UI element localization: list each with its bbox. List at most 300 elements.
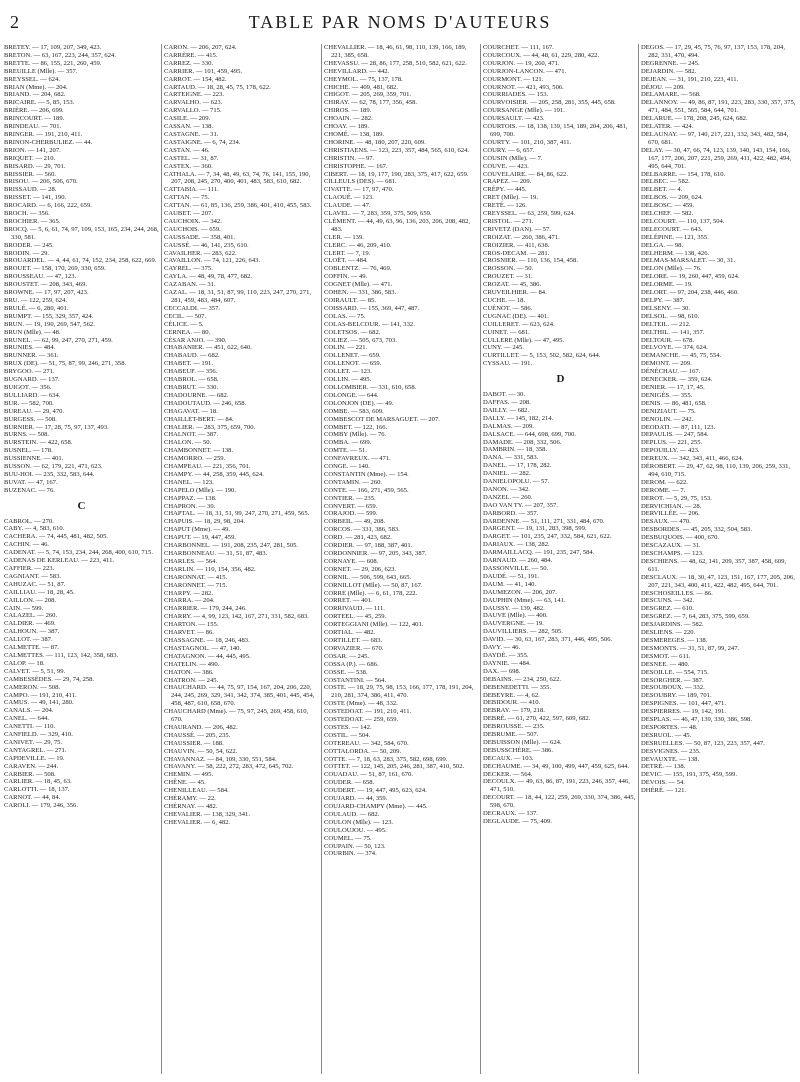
index-entry: CAYREL. — 375. bbox=[164, 265, 213, 273]
index-entry: CHRISTIN. — 97. bbox=[324, 154, 375, 162]
index-entry: COULON (Mlle). — 123. bbox=[324, 818, 394, 826]
index-entry: DAMADE. — 208, 332, 506. bbox=[483, 438, 562, 446]
index-entry: DELANNOY. — 49, 86, 87, 191, 223, 283, 330, 357, 375, 471, 484, 551, 565, 584, 644, 701. bbox=[641, 99, 796, 115]
index-entry: CRETÉ. — 126. bbox=[483, 202, 527, 210]
index-entry: COLAS-BELCOUR. — 141, 332. bbox=[324, 320, 415, 328]
index-entry: CORRE (Mlle). — 6, 61, 178, 222. bbox=[324, 589, 418, 597]
index-entry: CHEVILLARD. — 442. bbox=[324, 67, 390, 75]
index-entry: DESAUX. — 470. bbox=[641, 518, 691, 526]
index-entry: BURSTEIN. — 422, 658. bbox=[4, 439, 73, 447]
index-entry: CARBIER. — 508. bbox=[4, 770, 56, 778]
index-entry: BRIAN (Mme). — 204. bbox=[4, 83, 68, 91]
index-entry: DEBEYRE. — 4, 62. bbox=[483, 691, 540, 699]
index-entry: COURY. — 6, 657. bbox=[483, 146, 535, 154]
index-entry: COUADAU. — 51, 87, 161, 670. bbox=[324, 771, 414, 779]
index-entry: DECOURT. — 18, 44, 122, 259, 269, 330, 374, 386, 445, 598, 670. bbox=[483, 794, 636, 810]
index-entry: BROCH. — 356. bbox=[4, 210, 50, 218]
index-entry: BRINDEAU. — 701. bbox=[4, 123, 62, 131]
index-entry: CHEMIN. — 495. bbox=[164, 771, 214, 779]
index-entry: CORVAZIER. — 670. bbox=[324, 644, 384, 652]
index-entry: CHAUSSIER. — 188. bbox=[164, 739, 224, 747]
index-entry: DELVOYE. — 374, 624. bbox=[641, 344, 708, 352]
index-entry: CAPDEVILLE. — 19. bbox=[4, 754, 65, 762]
index-entry: CONGE. — 140. bbox=[324, 463, 370, 471]
index-entry: COURCOUX. — 44, 48, 61, 229, 280, 422. bbox=[483, 51, 600, 59]
index-entry: CASILE. — 209. bbox=[164, 115, 211, 123]
index-entry: BRETEY. — 17, 109, 207, 349, 423. bbox=[4, 44, 102, 51]
index-entry: BUGNARD. — 137. bbox=[4, 376, 60, 384]
index-entry: CACHERA. — 74, 445, 481, 482, 505. bbox=[4, 533, 109, 541]
index-entry: CLOËT. — 484. bbox=[324, 257, 368, 265]
index-entry: CHAUCHARD. — 44, 75, 97, 154, 167, 204, 206, 220, 244, 245, 269, 329, 341, 342, 374, 385, 401, 445, 454, 458, 487, 610, 658, 670. bbox=[164, 684, 315, 708]
index-entry: COMBE. — 583, 609. bbox=[324, 407, 384, 415]
index-entry: DAUPHIN (Mme). — 63, 141. bbox=[483, 596, 566, 604]
index-entry: CHÉRNAY. — 482. bbox=[164, 803, 218, 810]
index-entry: BRUNEL. — 62, 99, 247, 270, 271, 459. bbox=[4, 336, 113, 344]
index-entry: COUDER. — 658. bbox=[324, 779, 375, 787]
index-entry: CALAZEL. — 260. bbox=[4, 612, 58, 620]
index-entry: DARBORD. — 357. bbox=[483, 509, 539, 517]
index-entry: CHABROL. — 658. bbox=[164, 376, 219, 384]
index-entry: DEPOUILLY. — 423. bbox=[641, 447, 700, 455]
index-entry: CAMERON. — 508. bbox=[4, 683, 61, 691]
index-entry: DANZEL. — 260. bbox=[483, 493, 533, 501]
index-entry: DESRUELLES. — 50, 87, 123, 223, 357, 447. bbox=[641, 739, 765, 747]
index-entry: BURNS. — 508. bbox=[4, 431, 50, 439]
index-entry: CHARLES. — 564. bbox=[164, 557, 218, 565]
index-entry: COFFIN. — 49. bbox=[324, 273, 368, 281]
index-entry: CHASTAGNOL. — 47, 140. bbox=[164, 644, 242, 652]
index-entry: DEODATI. — 87, 111, 123. bbox=[641, 423, 716, 431]
index-entry: DÉJOU. — 209. bbox=[641, 83, 685, 91]
index-entry: DELSENY. — 30. bbox=[641, 304, 690, 312]
index-entry: DENIS. — 86, 481, 658. bbox=[641, 399, 707, 407]
index-entry: CHASSAGNE. — 18, 246, 483. bbox=[164, 636, 250, 644]
index-entry: CATTAN. — 61, 85, 136, 259, 386, 401, 410, 455, 583. bbox=[164, 202, 312, 210]
index-entry: DESRUOL. — 45. bbox=[641, 731, 692, 739]
index-entry: DEGRENNE. — 245. bbox=[641, 59, 700, 67]
index-entry: DENOLIN. — 242. bbox=[641, 415, 694, 423]
index-entry: CHARLIN. — 110, 154, 356, 482. bbox=[164, 565, 256, 573]
index-entry: DALLY. — 145, 182, 214. bbox=[483, 414, 554, 422]
index-entry: CRIVETZ (DAN). — 57. bbox=[483, 225, 551, 233]
index-entry: DESNEE. — 480. bbox=[641, 660, 690, 668]
index-entry: CLER. — 139. bbox=[324, 233, 364, 241]
index-entry: COISSARD. — 155, 369, 447, 487. bbox=[324, 304, 420, 312]
index-entry: BROUSTET. — 208, 343, 469. bbox=[4, 281, 88, 289]
index-column-3 bbox=[324, 44, 479, 1074]
index-entry: BRINGER. — 191, 210, 411. bbox=[4, 130, 83, 138]
index-entry: CUGNAC (DE). — 401. bbox=[483, 312, 549, 320]
index-entry: BURNIER. — 17, 28, 75, 97, 137, 493. bbox=[4, 423, 109, 431]
index-entry: CORRET. — 401. bbox=[324, 597, 373, 605]
index-entry: DELAUNAY. — 97, 140, 217, 221, 332, 343, 482, 584, 670, 681. bbox=[641, 130, 789, 146]
index-entry: COSTES. — 142. bbox=[324, 723, 372, 731]
index-entry: CUÉNOT. — 586. bbox=[483, 304, 533, 312]
index-entry: CARRÈRE. — 415. bbox=[164, 51, 218, 59]
index-entry: CAVAILHER. — 283, 622. bbox=[164, 249, 237, 257]
index-entry: DAUDÉ. — 51, 191. bbox=[483, 572, 540, 580]
index-entry: COLLOMBIER. — 331, 610, 658. bbox=[324, 383, 417, 391]
page-header bbox=[0, 12, 800, 36]
index-entry: COULOUJOU. — 495. bbox=[324, 826, 387, 834]
index-entry: CAUCHOIX. — 342. bbox=[164, 217, 222, 225]
index-entry: CASTAGNE. — 31. bbox=[164, 130, 219, 138]
index-entry: CHAUSSÉ. — 205, 235. bbox=[164, 731, 231, 739]
index-entry: DEMANCHE. — 45, 75, 554. bbox=[641, 352, 722, 360]
index-entry: BUSSON. — 62, 179, 221, 471, 623. bbox=[4, 463, 103, 471]
index-entry: DEROT. — 5, 29, 75, 153. bbox=[641, 494, 712, 502]
index-entry: CALOP. — 18. bbox=[4, 659, 45, 667]
index-entry: CLERT. — 7, 19. bbox=[324, 249, 371, 257]
index-entry: CHAPRON. — 30. bbox=[164, 502, 216, 510]
index-entry: CRÉPY. — 445. bbox=[483, 186, 527, 194]
index-entry: COMBET. — 122, 166. bbox=[324, 423, 388, 431]
index-column-1 bbox=[4, 44, 159, 1074]
index-entry: BRICAIRE. — 5, 85, 153. bbox=[4, 99, 75, 107]
index-entry: CLAUDE. — 47. bbox=[324, 202, 371, 210]
index-entry: COUVE. — 423. bbox=[483, 162, 529, 170]
index-entry: DALSACE. — 644, 698, 699, 700. bbox=[483, 430, 577, 438]
index-entry: DENECKER. — 359, 624. bbox=[641, 376, 713, 384]
index-entry: DESBUQUOIS. — 400, 670. bbox=[641, 534, 720, 542]
index-entry: CHADOURNE. — 682. bbox=[164, 391, 229, 399]
index-entry: BROWNE. — 17, 97, 207, 423. bbox=[4, 289, 89, 297]
index-entry: DESCLAUX. — 18, 30, 47, 123, 151, 167, 177, 205, 206, 207, 221, 343, 400, 411, 422, 482, 495, 644, 701. bbox=[641, 573, 795, 589]
index-entry: DELÉPINE. — 121, 355. bbox=[641, 233, 709, 241]
index-entry: DESGREZ. — 610. bbox=[641, 605, 694, 613]
index-entry: BUVAT. — 47, 167. bbox=[4, 478, 58, 486]
index-entry: CAZAL. — 18, 31, 51, 87, 99, 110, 223, 247, 270, 271, 281, 459, 483, 484, 607. bbox=[164, 289, 312, 304]
index-entry: CHOAY. — 189. bbox=[324, 123, 370, 131]
index-entry: BUIGOT. — 356. bbox=[4, 383, 52, 391]
index-entry: COLLET. — 123. bbox=[324, 368, 372, 376]
index-entry: CHEVASSU. — 28, 86, 177, 258, 510, 582, 621, 622. bbox=[324, 59, 467, 67]
index-entry: DEBENEDETTI. — 355. bbox=[483, 683, 552, 691]
index-entry: DESJARDINS. — 582. bbox=[641, 621, 704, 629]
section-letter: C bbox=[77, 499, 86, 512]
index-entry: DAUMEZON. — 206, 207. bbox=[483, 588, 557, 596]
index-entry: CAFFIER. — 223. bbox=[4, 565, 55, 572]
index-entry: DENIZIAUT. — 75. bbox=[641, 407, 696, 415]
index-entry: DEREUX. — 342, 343, 411, 466, 624. bbox=[641, 455, 744, 463]
index-entry: DEBIDOUR. — 410. bbox=[483, 699, 541, 707]
index-entry: CHAVANNAZ. — 84, 109, 330, 551, 584. bbox=[164, 755, 277, 763]
index-entry: COSSA (P.). — 686. bbox=[324, 660, 379, 668]
index-entry: CULLERE (Mlle). — 47, 495. bbox=[483, 336, 565, 344]
index-entry: DESORGHER. — 387. bbox=[641, 676, 704, 684]
index-entry: DECRAUX. — 137. bbox=[483, 810, 538, 818]
index-entry: CHATAGNON. — 44, 445, 495. bbox=[164, 652, 251, 660]
index-entry: CYSSAU. — 191. bbox=[483, 360, 533, 368]
index-entry: CANALS. — 204. bbox=[4, 707, 54, 715]
index-entry: COUJARD. — 44, 359. bbox=[324, 795, 388, 803]
index-entry: CHOAIN. — 282. bbox=[324, 115, 373, 123]
index-entry: CARVALLO. — 715. bbox=[164, 107, 222, 115]
index-entry: CARLIER. — 18, 45, 63. bbox=[4, 778, 72, 786]
index-entry: CECIL. — 507. bbox=[164, 312, 207, 320]
index-entry: CORDONNIER. — 97, 205, 343, 387. bbox=[324, 550, 427, 557]
index-columns bbox=[4, 44, 796, 1074]
index-entry: DELTHIL. — 141, 357. bbox=[641, 328, 705, 336]
index-entry: CABY. — 4, 583, 610. bbox=[4, 525, 65, 533]
index-entry: DELAMARE. — 568. bbox=[641, 91, 701, 99]
index-entry: CHATELIN. — 490. bbox=[164, 660, 220, 668]
index-entry: BROUARDEL. — 4, 44, 61, 74, 152, 234, 258, 622, 669. bbox=[4, 257, 157, 265]
index-entry: DAX. — 698. bbox=[483, 667, 521, 675]
index-entry: BRODER. — 245. bbox=[4, 241, 54, 249]
index-entry: DELORT. — 97, 204, 238, 446, 460. bbox=[641, 289, 739, 297]
index-entry: DELAY. — 30, 47, 66, 74, 123, 139, 140, 143, 154, 166, 167, 177, 206, 207, 221, 259, 269, 411, 422, 482, 494, 495, 644, 701. bbox=[641, 146, 792, 170]
index-entry: BUSSIENNE. — 401. bbox=[4, 455, 64, 463]
index-entry: CORNAYE. — 608. bbox=[324, 557, 379, 565]
index-entry: COURRIADES. — 153. bbox=[483, 91, 549, 99]
index-column-4 bbox=[483, 44, 638, 1074]
index-entry: CHORINE. — 48, 180, 207, 220, 609. bbox=[324, 138, 426, 146]
index-entry: DANIELOPOLU. — 57. bbox=[483, 478, 550, 486]
index-entry: DESPLAS. — 46, 47, 139, 330, 386, 598. bbox=[641, 716, 753, 724]
index-entry: BRINCOURT. — 189. bbox=[4, 115, 65, 123]
index-entry: CONTE. — 166, 271, 459, 565. bbox=[324, 486, 409, 494]
index-entry: DERVILLÉE. — 206. bbox=[641, 510, 700, 518]
index-entry: CHATRON. — 245. bbox=[164, 676, 219, 684]
index-entry: CATHALA. — 7, 34, 48, 49, 63, 74, 76, 141, 155, 190, 207, 208, 245, 270, 400, 401, 483, 583, 610, 682. bbox=[164, 170, 311, 186]
index-entry: DAUVE (Mlle). — 400. bbox=[483, 612, 548, 620]
index-entry: BUU-HOI. — 235, 332, 583, 644. bbox=[4, 470, 95, 478]
index-entry: CUCHE. — 18. bbox=[483, 297, 526, 304]
index-entry: CHALIER. — 283, 375, 659, 700. bbox=[164, 423, 256, 431]
index-entry: BROCARD. — 6, 166, 222, 659. bbox=[4, 202, 92, 210]
index-entry: DESPIGNES. — 101, 447, 471. bbox=[641, 700, 726, 708]
index-entry: DESMONTS. — 31, 51, 87, 99, 247. bbox=[641, 644, 740, 652]
index-entry: CONTIER. — 235. bbox=[324, 494, 376, 502]
index-entry: COURSANGE (Mlle). — 191. bbox=[483, 107, 565, 115]
index-entry: COMBA. — 699. bbox=[324, 439, 372, 447]
index-entry: CAILLON. — 208. bbox=[4, 596, 57, 604]
index-entry: DAUM. — 41, 140. bbox=[483, 580, 537, 588]
index-entry: BRUNNER. — 361. bbox=[4, 352, 59, 360]
index-entry: BRISSAUD. — 28. bbox=[4, 186, 57, 194]
index-entry: DETRÉ. — 138. bbox=[641, 763, 686, 771]
index-entry: COSTEDOAT. — 191, 210, 411. bbox=[324, 708, 412, 716]
index-entry: COURSAULT. — 423. bbox=[483, 115, 545, 123]
index-entry: BROUSSEAU. — 47, 123. bbox=[4, 273, 77, 281]
index-entry: CHADOUTAUD. — 246, 658. bbox=[164, 399, 247, 407]
index-entry: DEMONT. — 209. bbox=[641, 360, 692, 368]
index-entry: DESCAZAUX. — 31. bbox=[641, 542, 701, 550]
index-entry: BRIQUET. — 210. bbox=[4, 154, 56, 162]
index-entry: CAILLIAU. — 18, 28, 45. bbox=[4, 588, 75, 596]
index-entry: BRISSIER. — 560. bbox=[4, 170, 57, 178]
index-entry: DAUSSY. — 139, 482. bbox=[483, 604, 545, 612]
index-entry: COUVELAIRE. — 84, 86, 622. bbox=[483, 170, 568, 178]
index-entry: CROIZAT. — 260, 386, 471. bbox=[483, 233, 560, 241]
index-entry: CUILLERET. — 623, 624. bbox=[483, 320, 555, 328]
index-entry: COTEREAU. — 342, 584, 670. bbox=[324, 739, 409, 747]
index-entry: BRODIN. — 29. bbox=[4, 249, 50, 257]
index-entry: CORD. — 281, 423, 682. bbox=[324, 534, 392, 542]
index-entry: CHEVALIER. — 6, 482. bbox=[164, 818, 231, 826]
index-entry: DELECOURT. — 643. bbox=[641, 225, 703, 233]
index-entry: CAUSSÉ. — 46, 141, 235, 610. bbox=[164, 241, 249, 249]
index-entry: COLLIN. — 495. bbox=[324, 376, 372, 384]
index-entry: CHAMBONNET. — 138. bbox=[164, 447, 234, 455]
index-entry: COTTALORDA. — 50, 209. bbox=[324, 747, 402, 755]
index-entry: CRISTOL. — 271. bbox=[483, 217, 534, 225]
index-entry: CHAUCHARD (Mme). — 75, 97, 245, 269, 458, 610, 670. bbox=[164, 708, 309, 724]
index-entry: CONTAMIN. — 260. bbox=[324, 478, 383, 486]
index-entry: COULAUD. — 682. bbox=[324, 810, 380, 818]
index-entry: BRINON-CHERBULIEZ. — 44. bbox=[4, 138, 93, 146]
index-entry: COUSIN (Mlle). — 7. bbox=[483, 154, 543, 162]
index-entry: CALLOT. — 387. bbox=[4, 636, 53, 644]
index-entry: BROCQ. — 5, 6, 61, 74, 97, 109, 153, 165, 234, 244, 268, 330, 581. bbox=[4, 225, 159, 241]
index-entry: DARNAUD. — 260, 484. bbox=[483, 557, 553, 565]
index-entry: DELBET. — 4. bbox=[641, 186, 683, 194]
index-entry: DELGA. — 98. bbox=[641, 241, 684, 249]
index-entry: COLLENOT. — 659. bbox=[324, 360, 382, 368]
index-entry: CHAPUIS. — 18, 29, 98, 204. bbox=[164, 518, 245, 526]
index-entry: BRUN (Mlle). — 48. bbox=[4, 328, 61, 336]
index-entry: COURMONT. — 121. bbox=[483, 75, 544, 83]
index-entry: CHAUVIN. — 50, 54, 622. bbox=[164, 747, 238, 755]
index-entry: CALDIER. — 469. bbox=[4, 620, 56, 628]
index-entry: CHABANIER. — 451, 622, 640. bbox=[164, 344, 252, 352]
index-entry: DECOULX. — 49, 63, 86, 87, 191, 223, 246, 357, 446, 471, 510. bbox=[483, 778, 630, 794]
index-entry: CHARBONNEL. — 191, 208, 235, 247, 281, 505. bbox=[164, 542, 299, 550]
index-entry: DANON. — 342. bbox=[483, 485, 530, 493]
index-entry: COSTEDOAT. — 259, 659. bbox=[324, 716, 399, 724]
index-entry: COBLENTZ. — 76, 469. bbox=[324, 265, 392, 273]
index-entry: CHENILLEAU. — 584. bbox=[164, 787, 229, 795]
index-entry: DHÉRÉ. — 121. bbox=[641, 787, 687, 795]
index-entry: CHARTON. — 155. bbox=[164, 621, 219, 629]
index-entry: CADENAT. — 5, 74, 153, 234, 244, 268, 400, 610, 715. bbox=[4, 549, 153, 557]
index-entry: DELPY. — 387. bbox=[641, 297, 685, 304]
index-entry: BRUX (DE). — 51, 75, 87, 99, 246, 271, 358. bbox=[4, 360, 127, 368]
index-entry: DAVY. — 46. bbox=[483, 644, 521, 652]
index-entry: CATTABIA. — 111. bbox=[164, 186, 219, 194]
index-entry: DÉNÉCHAU. — 167. bbox=[641, 368, 701, 376]
index-entry: DESBORDES. — 45, 205, 332, 504, 583. bbox=[641, 526, 753, 534]
index-entry: DAVID. — 30, 63, 167, 283, 371, 446, 495, 506. bbox=[483, 636, 613, 644]
index-entry: BRIAND. — 204, 682. bbox=[4, 91, 66, 99]
index-entry: DECHAUME. — 34, 49, 100, 499, 447, 459, 625, 644. bbox=[483, 762, 630, 770]
index-entry: CANETTI. — 110. bbox=[4, 723, 56, 731]
index-entry: CAUBET. — 207. bbox=[164, 210, 213, 218]
index-column-5 bbox=[641, 44, 796, 1074]
index-column-2 bbox=[164, 44, 319, 1074]
index-entry: DARGET. — 101, 235, 247, 332, 584, 621, 622. bbox=[483, 533, 612, 541]
index-entry: DANA. — 331, 583. bbox=[483, 454, 539, 462]
index-entry: CORTIAL. — 482. bbox=[324, 629, 376, 637]
index-entry: CAIN. — 599. bbox=[4, 604, 44, 612]
index-entry: DELBOS. — 209, 624. bbox=[641, 194, 703, 202]
index-entry: CAMPO. — 191, 210, 411. bbox=[4, 691, 77, 699]
index-entry: BRETTE. — 86, 155, 221, 260, 459. bbox=[4, 59, 102, 67]
index-entry: CHANEL. — 123. bbox=[164, 478, 214, 486]
index-entry: CHIROS. — 189. bbox=[324, 107, 372, 115]
index-entry: COSTE. — 18, 29, 75, 98, 153, 166, 177, 178, 191, 204, 210, 281, 374, 386, 411, 470. bbox=[324, 684, 474, 700]
index-entry: COMBY (Mlle). — 76. bbox=[324, 431, 387, 439]
index-entry: DEVOIS. — 54. bbox=[641, 779, 685, 787]
index-entry: DEPLUS. — 221, 255. bbox=[641, 439, 703, 447]
index-entry: COURCHET. — 111, 167. bbox=[483, 44, 554, 51]
index-entry: CORDIER. — 97, 188, 387, 401. bbox=[324, 542, 413, 550]
index-entry: CHRISTIAENS. — 123, 223, 357, 484, 565, 610, 624. bbox=[324, 146, 470, 154]
index-entry: CARTAUD. — 18, 28, 45, 75, 178, 622. bbox=[164, 83, 271, 91]
index-entry: COLAS. — 75. bbox=[324, 312, 366, 320]
index-entry: CÉSAR ANJO. — 390. bbox=[164, 336, 227, 344]
index-entry: DEBAINS. — 234, 250, 622. bbox=[483, 675, 562, 683]
index-entry: DEBUISSON (Mlle). — 624. bbox=[483, 738, 562, 746]
index-entry: DELARUE. — 178, 208, 245, 624, 682. bbox=[641, 115, 748, 123]
index-entry: CHAPTAL. — 18, 31, 51, 99, 247, 270, 271, 459, 565. bbox=[164, 510, 310, 518]
index-entry: DELCOURT. — 110, 137, 504. bbox=[641, 217, 725, 225]
index-entry: CORAJOD. — 599. bbox=[324, 510, 378, 518]
index-entry: CLAVEL. — 7, 283, 359, 375, 509, 659. bbox=[324, 210, 432, 218]
index-entry: CASTAN. — 46. bbox=[164, 146, 210, 154]
index-entry: CHARPY. — 282. bbox=[164, 589, 213, 597]
index-entry: BULLIARD. — 634. bbox=[4, 391, 61, 399]
index-entry: CHABAUD. — 682. bbox=[164, 352, 220, 360]
index-entry: BUREAU. — 29, 470. bbox=[4, 407, 65, 415]
index-entry: CHAGAVAT. — 18. bbox=[164, 407, 218, 415]
index-entry: BRION. — 141, 207. bbox=[4, 146, 61, 154]
index-entry: CONFAVREUX. — 471. bbox=[324, 455, 391, 463]
index-entry: DECAUX. — 103. bbox=[483, 754, 534, 762]
index-entry: DESOILLE. — 554, 715. bbox=[641, 668, 709, 676]
index-entry: CLERC. — 46, 209, 410. bbox=[324, 241, 392, 249]
index-entry: CORTILLET. — 683. bbox=[324, 636, 383, 644]
index-entry: CHIRAY. — 62, 78, 177, 356, 458. bbox=[324, 99, 418, 107]
index-entry: CAZABAN. — 31. bbox=[164, 281, 216, 289]
index-entry: DAFFAS. — 208. bbox=[483, 398, 531, 406]
index-entry: BREYSSEL. — 624. bbox=[4, 75, 61, 83]
index-entry: CHATON. — 386. bbox=[164, 668, 214, 676]
index-entry: CREYSSEL. — 63, 259, 599, 624. bbox=[483, 210, 576, 218]
index-entry: CHARONNAT. — 415. bbox=[164, 573, 228, 581]
index-entry: DANEL. — 17, 178, 282. bbox=[483, 462, 552, 470]
index-entry: CASTEL. — 31, 87. bbox=[164, 154, 219, 162]
index-entry: CUINET. — 681. bbox=[483, 328, 530, 336]
index-entry: CIBERT. — 18, 19, 177, 190, 283, 375, 417, 622, 659. bbox=[324, 170, 469, 178]
index-entry: CRAPEZ. — 209. bbox=[483, 178, 532, 186]
index-entry: CHOMÉ. — 138, 189. bbox=[324, 130, 385, 138]
index-entry: CHARVET. — 86. bbox=[164, 629, 214, 637]
index-entry: DEGLAUDE. — 75, 409. bbox=[483, 818, 552, 825]
index-entry: DAO VAN TY. — 207, 357. bbox=[483, 501, 558, 509]
index-entry: CHARRIER. — 179, 244, 246. bbox=[164, 605, 247, 613]
index-entry: DAYDÉ. — 355. bbox=[483, 651, 529, 659]
index-entry: CHARBONNEAU. — 31, 51, 87, 483. bbox=[164, 550, 268, 557]
index-entry: CROUZET. — 31. bbox=[483, 273, 533, 281]
index-entry: CASSAN. — 138. bbox=[164, 123, 214, 131]
index-entry: CAGNIANT. — 583. bbox=[4, 572, 62, 580]
index-entry: CORNET. — 29, 206, 623. bbox=[324, 565, 397, 573]
index-entry: COSTIL. — 504. bbox=[324, 731, 371, 739]
index-entry: BUSNEL. — 178. bbox=[4, 447, 53, 455]
index-entry: CACHIN. — 46. bbox=[4, 541, 50, 549]
index-entry: DEBRUME. — 507. bbox=[483, 731, 539, 739]
index-entry: DELATER. — 424. bbox=[641, 123, 694, 131]
index-entry: CLÉMENT. — 44, 49, 63, 96, 136, 203, 206, 208, 482, 483. bbox=[324, 217, 471, 233]
index-entry: CARLOTTI. — 18, 137. bbox=[4, 786, 70, 794]
index-entry: CROS-DECAM. — 281. bbox=[483, 249, 550, 257]
index-entry: COUPAIN. — 50, 123. bbox=[324, 842, 386, 850]
index-entry: CAYLA. — 48, 49, 78, 477, 682. bbox=[164, 273, 253, 281]
index-entry: DAUVERGNE. — 19. bbox=[483, 620, 544, 628]
